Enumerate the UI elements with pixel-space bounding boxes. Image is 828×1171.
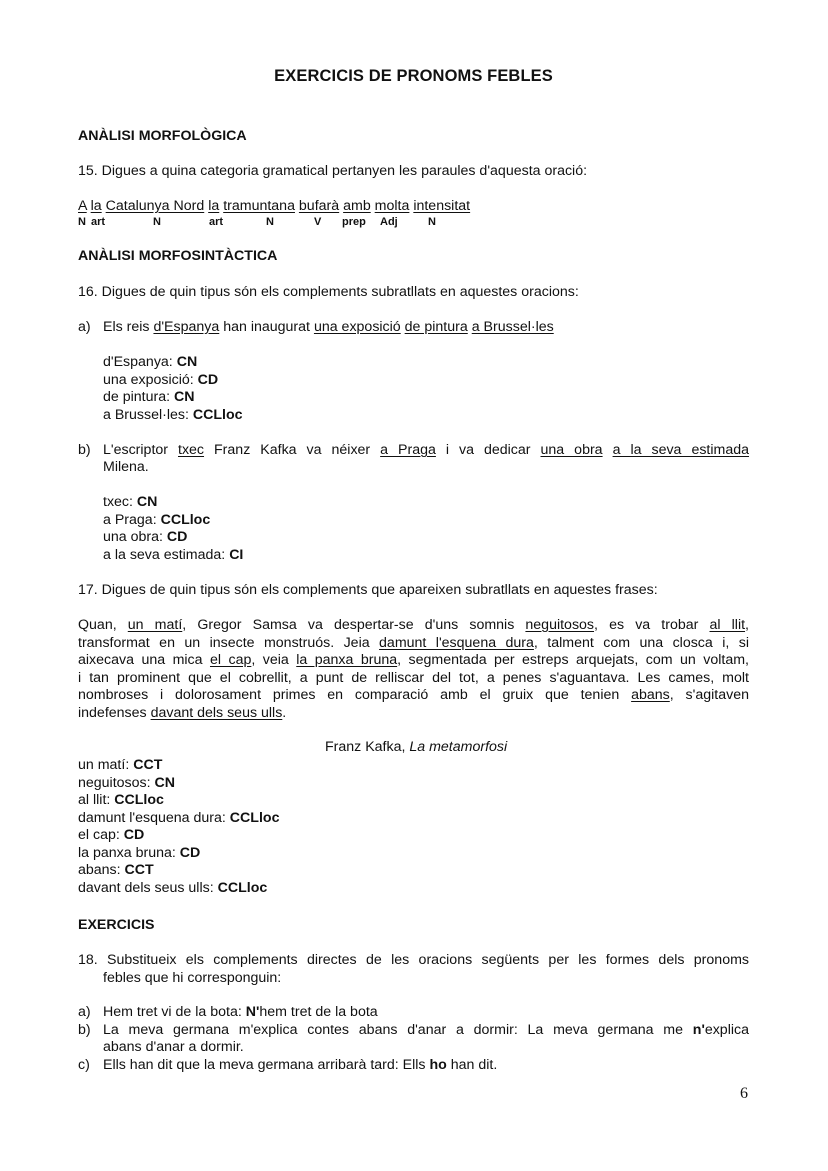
answer-line: davant dels seus ulls: CCLloc (78, 879, 268, 896)
tag: N (428, 216, 436, 228)
section-heading-morphosyntactic: ANÀLISI MORFOSINTÀCTICA (78, 248, 278, 264)
item-label: b) (78, 442, 91, 458)
citation: Franz Kafka, La metamorfosi (325, 739, 508, 755)
sentence-b-line2: Milena. (103, 459, 149, 475)
exercise-item-c: Ells han dit que la meva germana arribarà tard: Ells ho han dit. (103, 1056, 498, 1073)
morph-tags (78, 216, 749, 230)
word: tramuntana (223, 198, 295, 214)
item-label: a) (78, 319, 91, 335)
tag: art (91, 216, 106, 228)
section-heading-morphological: ANÀLISI MORFOLÒGICA (78, 128, 247, 144)
word: molta (374, 198, 410, 214)
answer-line: a Brussel·les: CCLloc (103, 406, 243, 423)
tag: V (314, 216, 322, 228)
tag: art (209, 216, 224, 228)
tag: prep (342, 216, 366, 228)
answer-line: txec: CN (103, 494, 158, 510)
morph-sentence (78, 198, 470, 216)
item-label: b) (78, 1021, 91, 1038)
page-title: EXERCICIS DE PRONOMS FEBLES (274, 67, 553, 85)
question-17: 17. Digues de quin tipus són els complements que apareixen subratllats en aquestes frases: (78, 582, 658, 598)
answer-line: abans: CCT (78, 862, 154, 878)
answer-line: damunt l'esquena dura: CCLloc (78, 809, 280, 826)
exercise-item-b-cont: abans d'anar a dormir. (103, 1039, 244, 1055)
word: Catalunya Nord (105, 198, 205, 214)
question-16: 16. Digues de quin tipus són els complements subratllats en aquestes oracions: (78, 284, 579, 300)
answer-line: al llit: CCLloc (78, 792, 164, 808)
word: bufarà (298, 198, 340, 214)
question-18-cont: febles que hi corresponguin: (103, 969, 282, 986)
word: la (208, 198, 220, 214)
answer-line: la panxa bruna: CD (78, 844, 201, 861)
question-15: 15. Digues a quina categoria gramatical pertanyen les paraules d'aquesta oració: (78, 163, 588, 179)
word: A (78, 198, 87, 214)
exercise-item-b: La meva germana m'explica contes abans d'anar a dormir: La meva germana me n'explica (103, 1021, 749, 1038)
answer-line: un matí: CCT (78, 757, 163, 773)
tag: N (153, 216, 161, 228)
item-label: a) (78, 1004, 91, 1020)
word: amb (343, 198, 371, 214)
answer-line: d'Espanya: CN (103, 354, 198, 370)
exercise-item-a: Hem tret vi de la bota: N'hem tret de la bota (103, 1004, 378, 1020)
answer-line: neguitosos: CN (78, 774, 176, 791)
answer-line: una obra: CD (103, 529, 188, 545)
question-18: 18. Substitueix els complements directes de les oracions següents per les formes dels pronoms (78, 952, 749, 968)
answer-line: a Praga: CCLloc (103, 511, 211, 528)
answer-line: de pintura: CN (103, 389, 195, 405)
sentence-b-line1: L'escriptor txec Franz Kafka va néixer a Praga i va dedicar una obra a la seva estimada (103, 442, 749, 458)
page-number: 6 (740, 1085, 748, 1102)
word: intensitat (413, 198, 471, 214)
sentence-a: Els reis d'Espanya han inaugurat una exposició de pintura a Brussel·les (103, 319, 554, 335)
section-heading-exercises: EXERCICIS (78, 917, 155, 933)
tag: Adj (380, 216, 398, 228)
word: la (90, 198, 102, 214)
answer-line: una exposició: CD (103, 371, 219, 388)
answer-line: el cap: CD (78, 827, 145, 843)
answer-line: a la seva estimada: CI (103, 546, 244, 563)
item-label: c) (78, 1056, 90, 1073)
tag: N (266, 216, 274, 228)
tag: N (78, 216, 86, 228)
